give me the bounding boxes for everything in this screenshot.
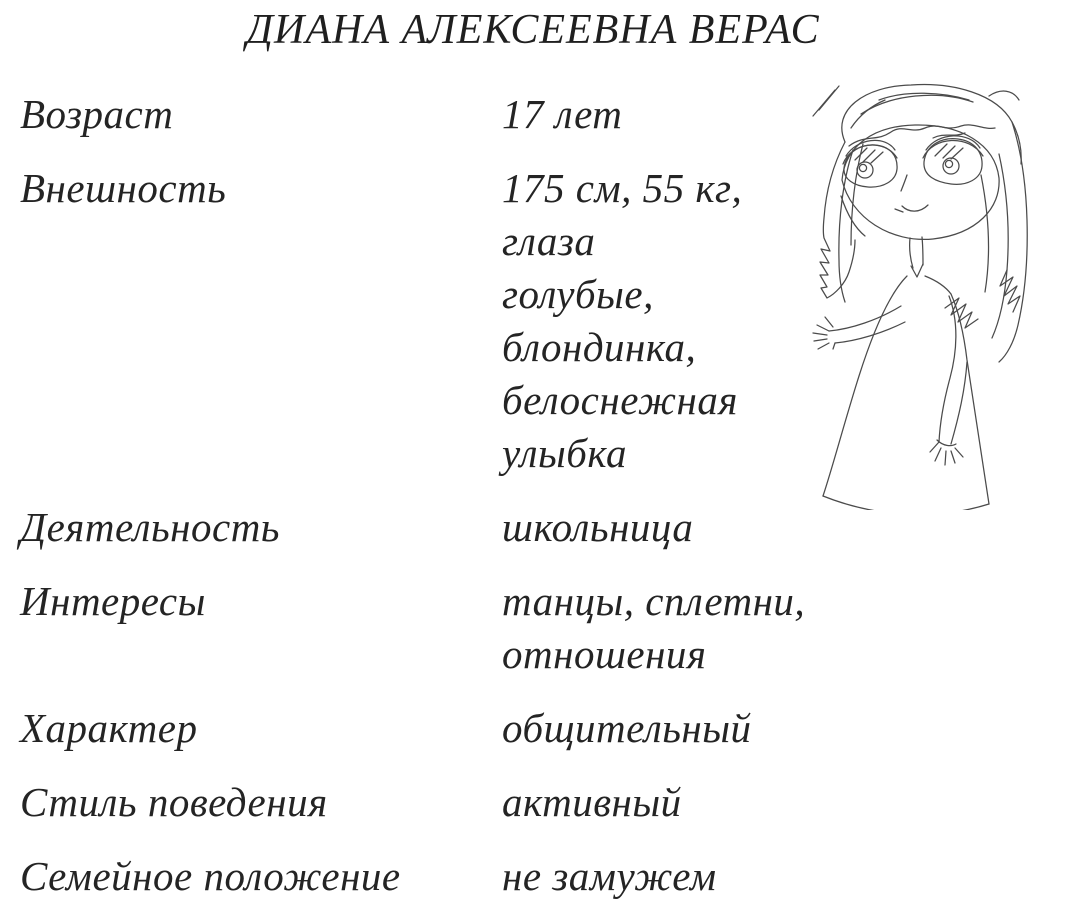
profile-field-row [20,702,840,755]
field-label: Стиль поведения [20,779,328,825]
field-value-line: общительный [502,705,752,751]
field-value [502,88,622,141]
dress-right-edge [951,294,989,504]
right-eye-outline [924,139,982,185]
field-value-line: отношения [502,631,707,677]
hair-scribble-2 [879,93,969,100]
hair-shoulder-zigzag [945,298,978,328]
right-hand-palm [937,440,956,446]
right-arm-outer [951,362,967,444]
hair-outline-top [842,85,1021,164]
field-label: Возраст [20,91,174,137]
right-eyelid-arc-2 [926,136,980,150]
field-label: Интересы [20,578,206,624]
smile-corner-tick [895,209,903,212]
profile-field-row [20,575,840,681]
left-eye-outline [844,145,897,187]
left-pupil-icon [857,162,873,178]
field-value-line: глаза [502,218,596,264]
face-outline [842,125,999,239]
hair-right-zigzag [1000,270,1020,312]
field-label: Деятельность [20,504,280,550]
nose-line [901,175,907,191]
field-label: Характер [20,705,198,751]
neck-base-v [911,264,923,277]
hair-scribble-3 [851,100,885,128]
field-label: Семейное положение [20,853,401,899]
left-pupil-inner [859,164,866,171]
smile-curve [902,205,928,211]
hair-scribble-1 [861,95,973,114]
right-eyelid-hatch [935,144,963,159]
field-value-line: улыбка [502,430,628,476]
field-value-line: 17 лет [502,91,623,137]
right-hand-fingers [930,442,963,465]
field-value [502,776,682,829]
hair-left-inner-2 [851,144,863,245]
page-title: ДИАНА АЛЕКСЕЕВНА ВЕРАС [246,7,820,53]
hair-right-inner-1 [992,154,1008,338]
profile-fields [20,88,840,924]
left-eyelid-arc [843,145,897,164]
right-pupil-inner [945,160,952,167]
field-label: Внешность [20,165,227,211]
profile-field-row [20,162,840,480]
left-eyelid-hatch [855,148,883,163]
field-value-line: белоснежная [502,377,738,423]
hair-right-outer [999,122,1027,362]
left-eyelid-arc-2 [846,140,895,156]
right-eyelid-arc [923,140,983,158]
field-value-line: голубые, [502,271,654,317]
neck-right-line [922,237,923,265]
field-value [502,162,742,480]
fringe-wave-2 [933,133,965,138]
fringe-wave [849,125,995,146]
hair-flyaway-right [989,91,1019,100]
profile-field-row [20,850,840,903]
field-value [502,850,717,903]
dress-hem [823,496,989,510]
right-arm-inner [939,296,956,442]
right-pupil-icon [943,158,959,174]
field-value [502,575,805,681]
field-value [502,501,693,554]
field-value-line: блондинка, [502,324,697,370]
profile-field-row [20,776,840,829]
left-arm-lower [835,322,905,343]
hair-left-inner-1 [839,150,853,302]
hair-right-inner-2 [981,175,988,292]
right-shoulder [925,276,951,294]
field-value-line: активный [502,779,682,825]
field-value [502,702,751,755]
profile-field-row [20,88,840,141]
field-value-line: танцы, сплетни, [502,578,806,624]
field-value-line: 175 см, 55 кг, [502,165,743,211]
profile-field-row [20,501,840,554]
field-value-line: школьница [502,504,694,550]
field-value-line: не замужем [502,853,717,899]
hair-strand-cheek [841,196,865,236]
neck-left-line [910,238,913,268]
